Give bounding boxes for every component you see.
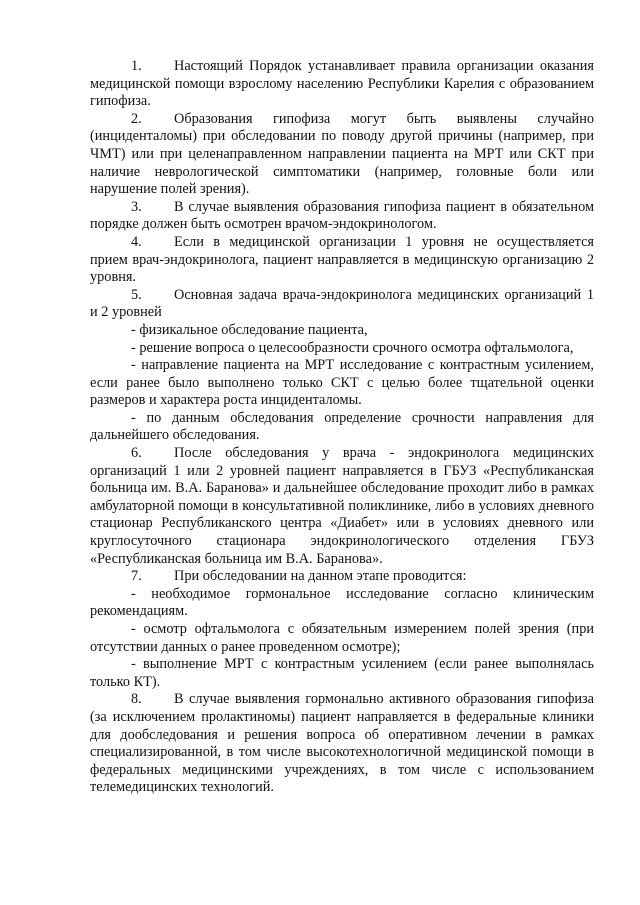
list-item-7-1 xyxy=(90,586,594,621)
list-item-5-2 xyxy=(90,340,594,358)
paragraph-4 xyxy=(90,234,594,287)
list-item-text: - осмотр офтальмолога с обязательным измерением полей зрения (при отсутствии данных о ранее проведенном осмотре); xyxy=(90,621,594,655)
paragraph-number: 8. xyxy=(131,691,142,708)
list-item-text: - выполнение МРТ с контрастным усилением (если ранее выполнялась только КТ). xyxy=(90,656,594,690)
list-item-7-2 xyxy=(90,621,594,656)
list-item-5-4 xyxy=(90,410,594,445)
paragraph-1 xyxy=(90,58,594,111)
paragraph-text: Настоящий Порядок устанавливает правила организации оказания медицинской помощи взрослому населению Республики Карелия с образованием гипофиза. xyxy=(90,58,594,110)
paragraph-text: В случае выявления гормонально активного образования гипофиза (за исключением пролактиномы) пациент направляется в федеральные клиники для дообследования и решения вопроса об оперативном лечении в рамках специализированной, в том числе высокотехнологичной медицинской помощи в федеральных медицинскими учреждениях, в том числе с использованием телемедицинских технологий. xyxy=(90,691,594,796)
paragraph-number: 1. xyxy=(131,58,142,74)
paragraph-5 xyxy=(90,287,594,322)
paragraph-text: После обследования у врача - эндокринолога медицинских организаций 1 или 2 уровней пациент направляется в ГБУЗ «Республиканская больница им. В.А. Баранова» и дальнейшее обследование проходит либо в рамках амбулаторной помощи в консультативной поликлинике, либо в условиях дневного стационар Республиканского центра «Диабет» или в условиях дневного или круглосуточного стационара эндокринологического отделения ГБУЗ «Республиканская больница им В.А. Баранова». xyxy=(90,445,594,567)
paragraph-text: При обследовании на данном этапе проводится: xyxy=(174,568,467,585)
paragraph-6 xyxy=(90,445,594,568)
list-item-5-1 xyxy=(90,322,594,340)
list-item-text: - направление пациента на МРТ исследование с контрастным усилением, если ранее было выполнено только СКТ с целью более тщательной оценки размеров и характера роста инциденталомы. xyxy=(90,357,594,409)
paragraph-number: 5. xyxy=(131,286,142,303)
paragraph-2 xyxy=(90,111,594,199)
list-item-text: - решение вопроса о целесообразности срочного осмотра офтальмолога, xyxy=(131,339,574,356)
paragraph-8 xyxy=(90,691,594,797)
paragraph-number: 6. xyxy=(131,445,142,462)
list-item-7-3 xyxy=(90,656,594,691)
list-item-5-3 xyxy=(90,357,594,410)
list-item-text: - физикальное обследование пациента, xyxy=(131,321,368,338)
paragraph-number: 7. xyxy=(131,568,142,585)
list-item-text: - по данным обследования определение срочности направления для дальнейшего обследования. xyxy=(90,409,594,444)
paragraph-7 xyxy=(90,568,594,586)
paragraph-text: Образования гипофиза могут быть выявлены случайно (инциденталомы) при обследовании по поводу другой причины (например, при ЧМТ) или при целенаправленном направлении пациента на МРТ или СКТ при наличие неврологической симптоматики (например, головные боли или нарушение полей зрения). xyxy=(90,110,594,198)
list-item-text: - необходимое гормональное исследование согласно клиническим рекомендациям. xyxy=(90,585,594,620)
paragraph-text: Если в медицинской организации 1 уровня не осуществляется прием врач-эндокринолога, пациент направляется в медицинскую организацию 2 уровня. xyxy=(90,233,594,286)
paragraph-text: Основная задача врача-эндокринолога медицинских организаций 1 и 2 уровней xyxy=(90,286,594,321)
paragraph-number: 3. xyxy=(131,198,142,215)
paragraph-text: В случае выявления образования гипофиза пациент в обязательном порядке должен быть осмотрен врачом-эндокринологом. xyxy=(90,198,594,233)
paragraph-number: 2. xyxy=(131,110,142,127)
paragraph-number: 4. xyxy=(131,233,142,250)
paragraph-3 xyxy=(90,199,594,234)
